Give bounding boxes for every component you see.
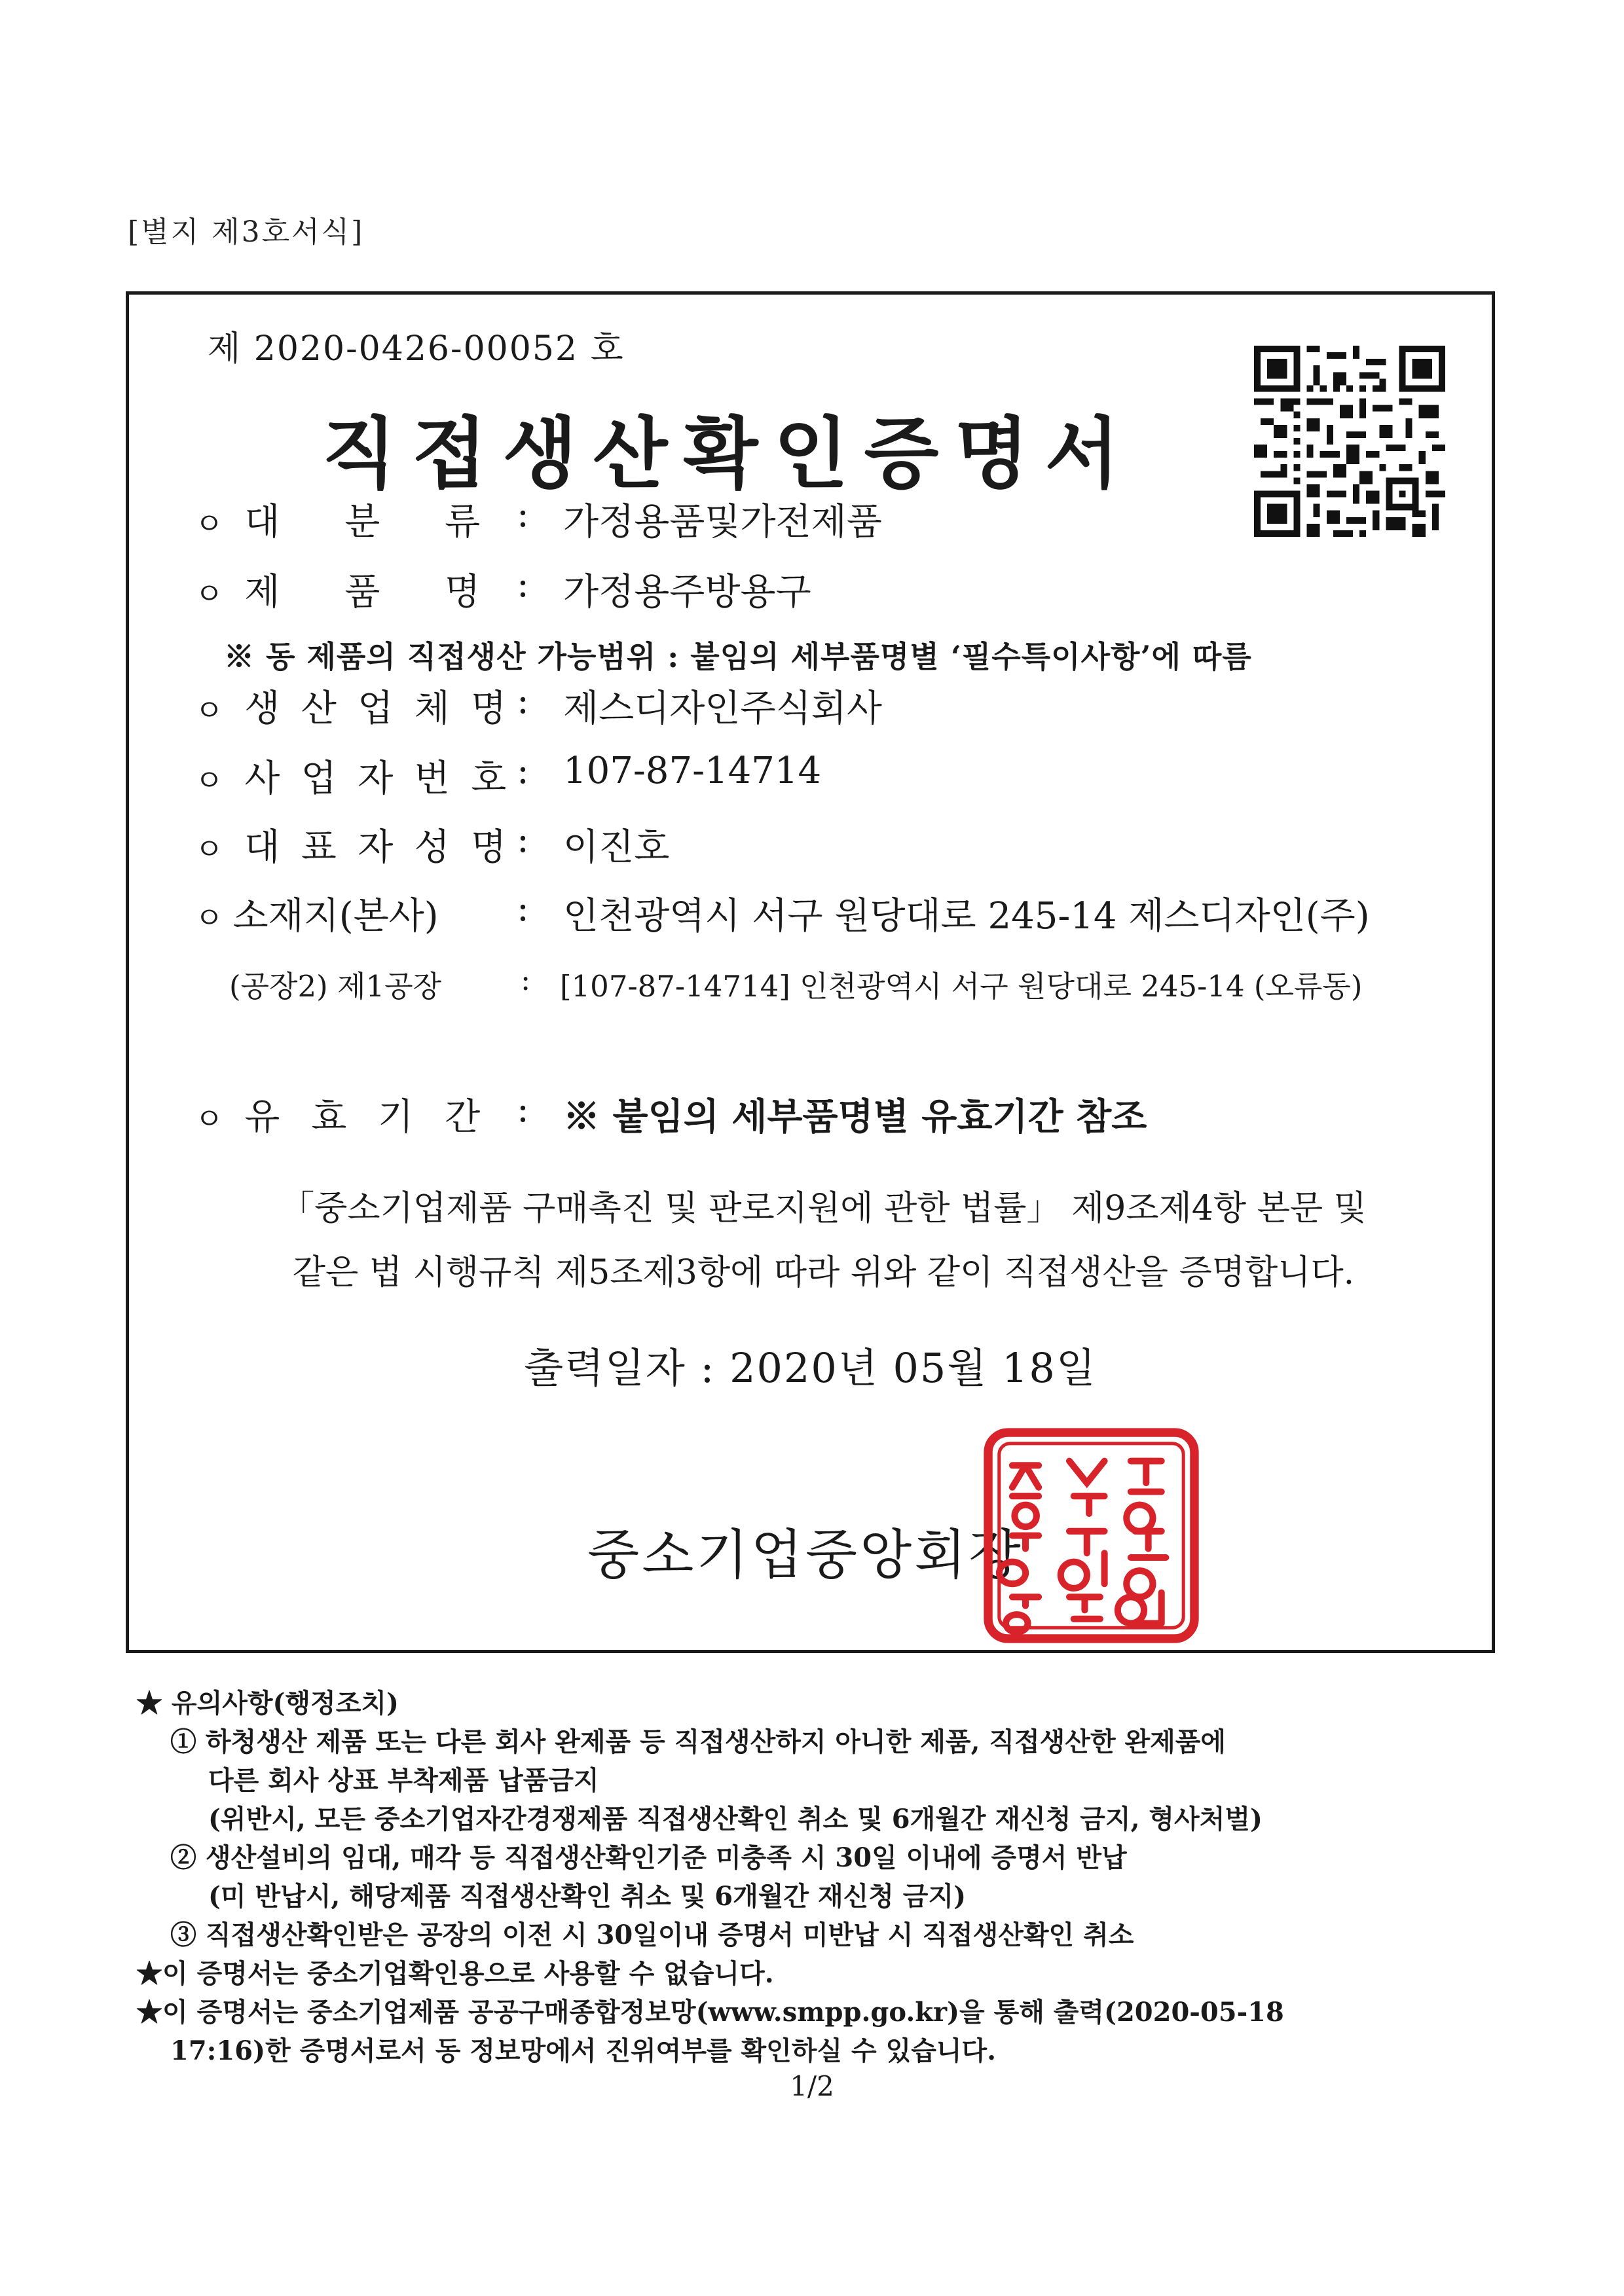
star-note-1: ★이 증명서는 중소기업확인용으로 사용할 수 없습니다.	[136, 1958, 774, 1989]
note-item-2: ② 생산설비의 임대, 매각 등 직접생산확인기준 미충족 시 30일 이내에 증명서 반납	[170, 1842, 1127, 1873]
company-value: 제스디자인주식회사	[563, 687, 882, 730]
business-number-label: ㅇ 사 업 자 번 호	[194, 757, 507, 800]
notes-section: ★ 유의사항(행정조치) ① 하청생산 제품 또는 다른 회사 완제품 등 직접생산하지 아니한 제품, 직접생산한 완제품에 다른 회사 상표 부착제품 납품금지 (위반시, 모든 중소기업자간경쟁제품 직접생산확인 취소 및 6개월간 재신청 금지, 형사처벌) ② 생산설비의 임대, 매각 등 직접생산확인기준 미충족 시 30일 이내에 증명서 반납 (미 반납시, 해당제품 직접생산확인 취소 및 6개월간 재신청 금지) ③ 직접생산확인받은 공장의 이전 시 30일이내 증명서 미반납 시 직접생산확인 취소 ★이 증명서는 중소기업확인용으로 사용할 수 없습니다. ★이 증명서는 중소기업제품 공공구매종합정보망(www.smpp.go.kr)을 통해 출력(2020-05-18 17:16)한 증명서로서 동 정보망에서 진위여부를 확인하실 수 있습니다.	[136, 1684, 1538, 2070]
business-number-value: 107-87-14714	[563, 750, 822, 792]
category-value: 가정용품및가전제품	[563, 501, 882, 543]
certificate-number: 제 2020-0426-00052 호	[208, 329, 625, 369]
form-label: [별지 제3호서식]	[128, 215, 365, 249]
star-note-2: ★이 증명서는 중소기업제품 공공구매종합정보망(www.smpp.go.kr)을 통해 출력(2020-05-18	[136, 1997, 1284, 2028]
validity-label: ㅇ 유 효 기 간	[194, 1096, 481, 1139]
representative-label: ㅇ 대 표 자 성 명	[194, 826, 507, 869]
note-item-3: ③ 직접생산확인받은 공장의 이전 시 30일이내 증명서 미반납 시 직접생산확인 취소	[170, 1920, 1134, 1950]
issuer-name: 중소기업중앙회장	[587, 1524, 1024, 1586]
certificate-box: 제 2020-0426-00052 호 직접생산확인증명서 ㅇ 대 분 류 : 가정용품및가전제품 ㅇ 제 품 명 : 가정용주방용구 ※ 동 제품의 직접생산 가능범위 : 붙임의 세부품명별 ‘필수특이사항’에 따름 ㅇ 생 산 업 체 명 : 제스디자인주식회사 ㅇ 사 업 자 번 호 : 107-87-14714 ㅇ 대 표 자 성 명 : 이진호 ㅇ 소재지(본사) : 인천광역시 서구 원당대로 245-14 제스디자인(주) (공장2) 제1공장 : [107-87-14714] 인천광역시 서구 원당대로 245-14 (오류동) ㅇ 유 효 기 간 : ※ 붙임의 세부품명별 유효기간 참조 「중소기업제품 구매촉진 및 판로지원에 관한 법률」 제9조제4항 본문 및 같은 법 시행규칙 제5조제3항에 따라 위와 같이 직접생산을 증명합니다. 출력일자 : 2020년 05월 18일 중소기업중앙회장	[126, 291, 1495, 1653]
validity-value: ※ 붙임의 세부품명별 유효기간 참조	[563, 1095, 1147, 1139]
factory-label: (공장2) 제1공장	[229, 969, 442, 1004]
company-label: ㅇ 생 산 업 체 명	[194, 687, 507, 730]
address-value: 인천광역시 서구 원당대로 245-14 제스디자인(주)	[563, 895, 1370, 938]
representative-value: 이진호	[563, 826, 670, 869]
product-value: 가정용주방용구	[563, 571, 811, 613]
notes-heading: ★ 유의사항(행정조치)	[136, 1688, 399, 1719]
print-date: 출력일자 : 2020년 05월 18일	[524, 1344, 1097, 1392]
category-label: ㅇ 대 분 류	[194, 501, 481, 543]
page-number: 1/2	[790, 2070, 834, 2102]
note-item-1: ① 하청생산 제품 또는 다른 회사 완제품 등 직접생산하지 아니한 제품, 직접생산한 완제품에	[170, 1726, 1227, 1757]
factory-value: [107-87-14714] 인천광역시 서구 원당대로 245-14 (오류동)	[560, 969, 1363, 1004]
scope-note: ※ 동 제품의 직접생산 가능범위 : 붙임의 세부품명별 ‘필수특이사항’에 따름	[224, 639, 1252, 674]
legal-statement: 「중소기업제품 구매촉진 및 판로지원에 관한 법률」 제9조제4항 본문 및 같은 법 시행규칙 제5조제3항에 따라 위와 같이 직접생산을 증명합니다.	[280, 1189, 1367, 1292]
official-seal-icon	[982, 1426, 1201, 1645]
address-label: ㅇ 소재지(본사)	[194, 895, 439, 938]
product-label: ㅇ 제 품 명	[194, 571, 481, 613]
document-title: 직접생산확인증명서	[322, 408, 1135, 499]
